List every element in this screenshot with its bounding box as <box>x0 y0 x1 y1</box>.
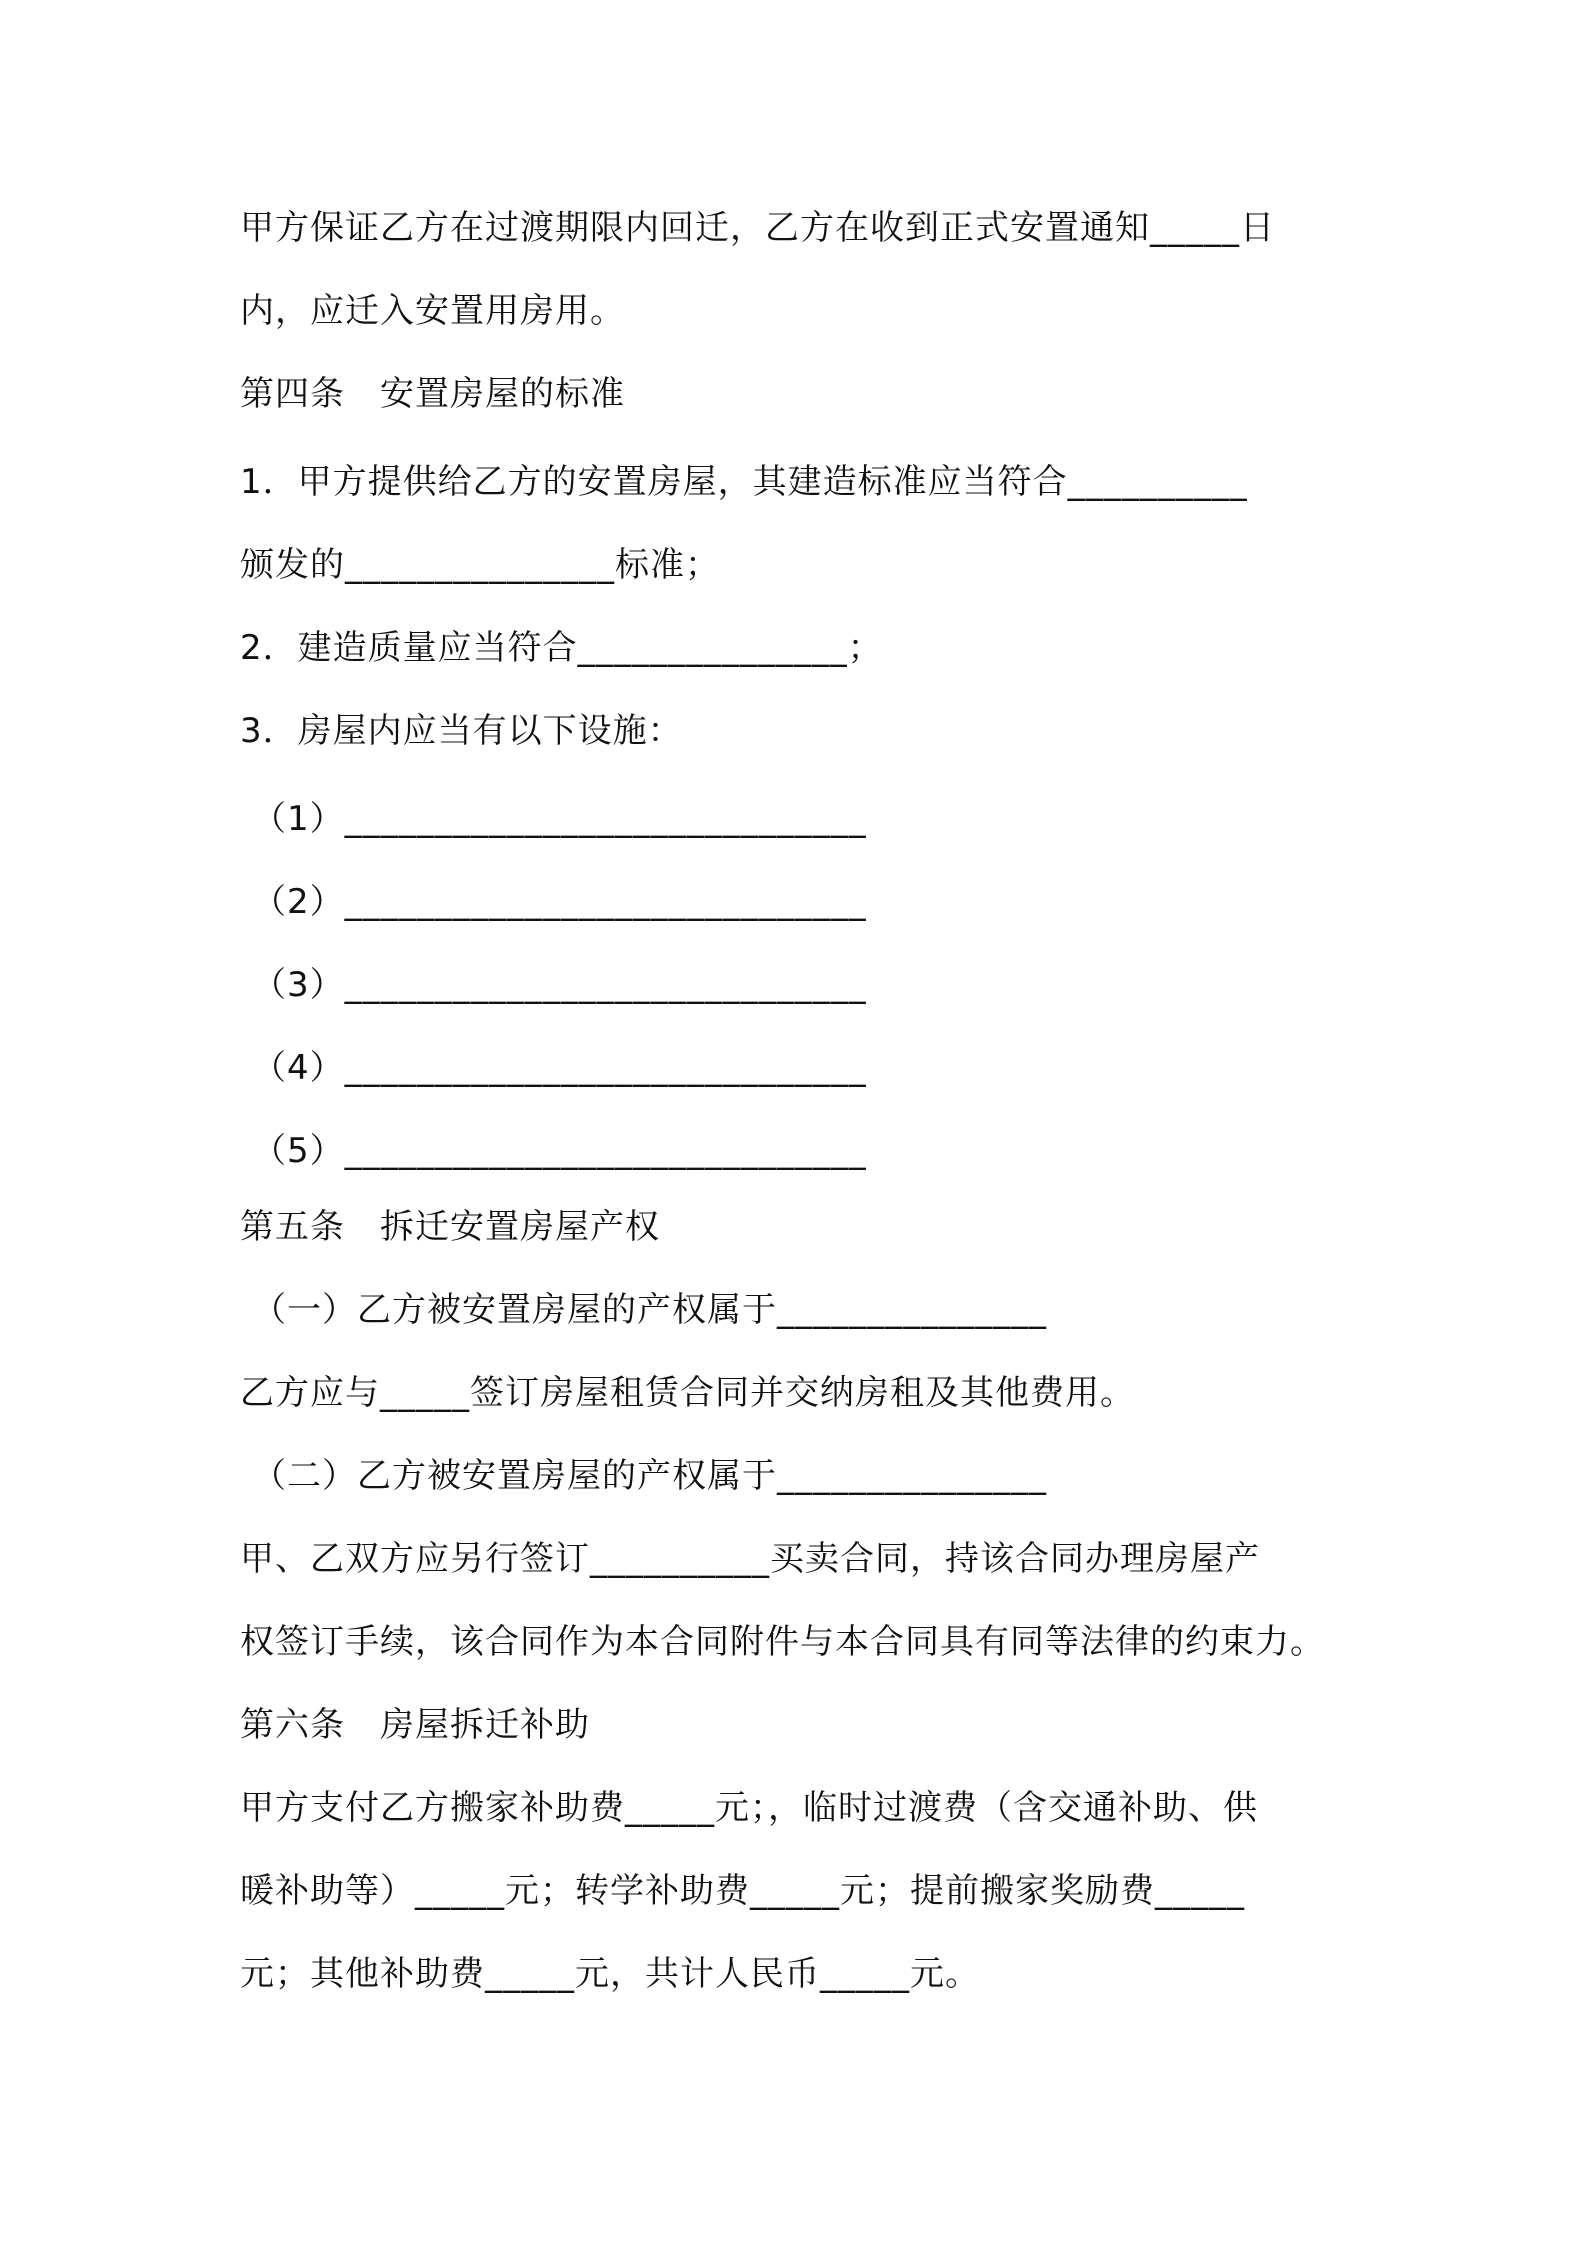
paragraph-line: 甲方保证乙方在过渡期限内回迁，乙方在收到正式安置通知_____日 <box>240 208 1275 248</box>
article-heading: 第五条 拆迁安置房屋产权 <box>240 1207 660 1247</box>
list-item: （5）_____________________________ <box>252 1131 867 1171</box>
paragraph-line: 3．房屋内应当有以下设施： <box>240 711 683 751</box>
list-item: （2）_____________________________ <box>252 882 867 922</box>
paragraph-line: 甲、乙双方应另行签订__________买卖合同，持该合同办理房屋产 <box>240 1539 1260 1579</box>
paragraph-line: 元；其他补助费_____元，共计人民币_____元。 <box>240 1954 980 1994</box>
list-item: （1）_____________________________ <box>252 799 867 839</box>
list-item: （4）_____________________________ <box>252 1048 867 1088</box>
paragraph-line: 内，应迁入安置用房用。 <box>240 291 625 331</box>
paragraph-line: 1．甲方提供给乙方的安置房屋，其建造标准应当符合__________ <box>240 462 1248 502</box>
article-heading: 第四条 安置房屋的标准 <box>240 374 625 414</box>
paragraph-line: 暖补助等）_____元；转学补助费_____元；提前搬家奖励费_____ <box>240 1871 1245 1911</box>
paragraph-line: 2．建造质量应当符合_______________； <box>240 628 883 668</box>
paragraph-line: 甲方支付乙方搬家补助费_____元；，临时过渡费（含交通补助、供 <box>240 1788 1258 1828</box>
paragraph-line: （一）乙方被安置房屋的产权属于_______________ <box>252 1290 1047 1330</box>
article-heading: 第六条 房屋拆迁补助 <box>240 1705 590 1745</box>
paragraph-line: （二）乙方被安置房屋的产权属于_______________ <box>252 1456 1047 1496</box>
paragraph-line: 颁发的_______________标准； <box>240 545 720 585</box>
paragraph-line: 乙方应与_____签订房屋租赁合同并交纳房租及其他费用。 <box>240 1373 1135 1413</box>
paragraph-line: 权签订手续，该合同作为本合同附件与本合同具有同等法律的约束力。 <box>240 1622 1325 1662</box>
list-item: （3）_____________________________ <box>252 965 867 1005</box>
